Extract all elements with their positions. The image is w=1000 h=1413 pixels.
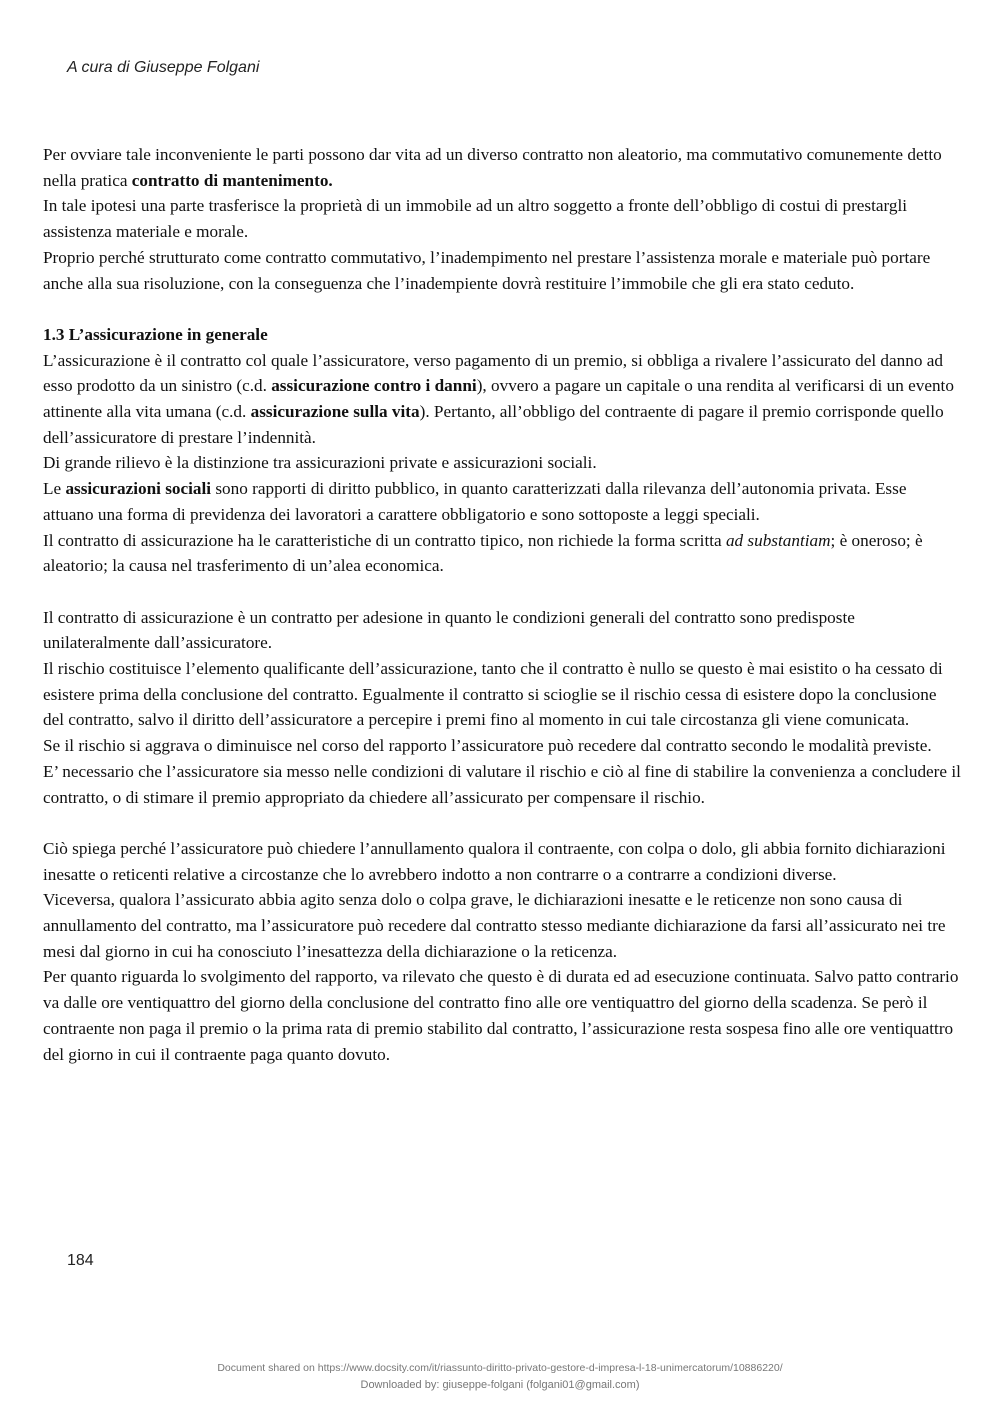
section-title — [43, 322, 961, 348]
paragraph — [43, 348, 961, 451]
page-header-author: A cura di Giuseppe Folgani — [67, 59, 260, 76]
page-number: 184 — [67, 1252, 94, 1269]
paragraph: Per quanto riguarda lo svolgimento del rapporto, va rilevato che questo è di durata ed ad esecuzione continuata. Salvo patto contrario va dalle ore ventiquattro del giorno della conclusione del contratto fino alle ore ventiquattro del giorno della scadenza. Se però il contraente non paga il premio o la prima rata di premio stabilito dal contratto, l’assicurazione resta sospesa fino alle ore ventiquattro del giorno in cui il contraente paga quanto dovuto. — [43, 967, 959, 1064]
bold-term: assicurazione contro i danni — [271, 376, 477, 396]
text-run: ). Pertanto, all’obbligo del contraente di pagare il premio corrisponde quello dell’assicuratore di prestare l’indennità. — [43, 402, 944, 447]
text-run: L’assicurazione è il contratto col quale l’assicuratore, verso pagamento di un premio, si obbliga a rivalere l’assicurato del danno ad esso prodotto da un sinistro (c.d. — [43, 350, 943, 396]
text-run: Per ovviare tale inconveniente le parti possono dar vita ad un diverso contratto non aleatorio, ma commutativo comunemente detto nella pratica — [43, 145, 942, 190]
paragraph: E’ necessario che l’assicuratore sia messo nelle condizioni di valutare il rischio e ciò al fine di stabilire la convenienza a concludere il contratto, o di stimare il premio appropriato da chiedere all’assicurato per compensare il rischio. — [43, 761, 961, 807]
paragraph — [43, 476, 961, 527]
paragraph-gap — [43, 296, 961, 322]
paragraph — [43, 528, 961, 579]
text-run: Le — [43, 479, 66, 499]
section-title-text: 1.3 L’assicurazione in generale — [43, 324, 268, 344]
paragraph: Viceversa, qualora l’assicurato abbia agito senza dolo o colpa grave, le dichiarazioni inesatte e le reticenze non sono causa di annullamento del contratto, ma l’assicuratore può recedere dal contratto stesso mediante dichiarazione da farsi all’assicurato nei tre mesi dal giorno in cui ha conosciuto l’inesattezza della dichiarazione o la reticenza. — [43, 890, 946, 961]
paragraph: Ciò spiega perché l’assicuratore può chiedere l’annullamento qualora il contraente, con colpa o dolo, gli abbia fornito dichiarazioni inesatte o reticenti relative a circostanze che lo avrebbero indotto a non contrarre o a contrarre a condizioni diverse. — [43, 838, 946, 884]
footer-downloaded-notice: Downloaded by: giuseppe-folgani (folgani01@gmail.com) — [360, 1379, 640, 1391]
paragraph: Il rischio costituisce l’elemento qualificante dell’assicurazione, tanto che il contratto è nullo se questo è mai esistito o ha cessato di esistere prima della conclusione del contratto. Egualmente il contratto si scioglie se il rischio cessa di esistere dopo la conclusione del contratto, salvo il diritto dell’assicuratore a percepire i premi fino al momento in cui tale circostanza gli viene comunicata. — [43, 659, 943, 730]
text-run: ; è oneroso; è aleatorio; la causa nel trasferimento di un’alea economica. — [43, 530, 923, 576]
document-body — [43, 142, 961, 1067]
paragraph — [43, 142, 961, 193]
paragraph: Proprio perché strutturato come contratto commutativo, l’inadempimento nel prestare l’assistenza morale e materiale può portare anche alla sua risoluzione, con la conseguenza che l’inadempiente dovrà restituire l’immobile che gli era stato ceduto. — [43, 247, 931, 293]
text-run: sono rapporti di diritto pubblico, in quanto caratterizzati dalla rilevanza dell’autonomia privata. Esse attuano una forma di previdenza dei lavoratori a carattere obbligatorio e sono sottoposte a leggi speciali. — [43, 479, 907, 524]
text-run: ), ovvero a pagare un capitale o una rendita al verificarsi di un evento attinente alla vita umana (c.d. — [43, 376, 954, 422]
paragraph: Di grande rilievo è la distinzione tra assicurazioni private e assicurazioni sociali. — [43, 453, 597, 473]
paragraph: Se il rischio si aggrava o diminuisce nel corso del rapporto l’assicuratore può recedere dal contratto secondo le modalità previste. — [43, 736, 932, 756]
paragraph: In tale ipotesi una parte trasferisce la proprietà di un immobile ad un altro soggetto a fronte dell’obbligo di costui di prestargli assistenza materiale e morale. — [43, 196, 908, 242]
bold-term: contratto di mantenimento. — [131, 170, 333, 190]
bold-term: assicurazione sulla vita — [250, 402, 420, 422]
paragraph-gap — [43, 579, 961, 605]
bold-term: assicurazioni sociali — [65, 479, 212, 499]
italic-term: ad substantiam — [725, 530, 831, 550]
paragraph: Il contratto di assicurazione è un contratto per adesione in quanto le condizioni generali del contratto sono predisposte unilateralmente dall’assicuratore. — [43, 607, 855, 653]
paragraph-gap — [43, 810, 961, 836]
text-run: Il contratto di assicurazione ha le caratteristiche di un contratto tipico, non richiede la forma scritta — [43, 530, 726, 550]
footer-shared-notice: Document shared on https://www.docsity.com/it/riassunto-diritto-privato-gestore-d-impresa-l-18-unimercatorum/10886220/ — [217, 1362, 783, 1374]
